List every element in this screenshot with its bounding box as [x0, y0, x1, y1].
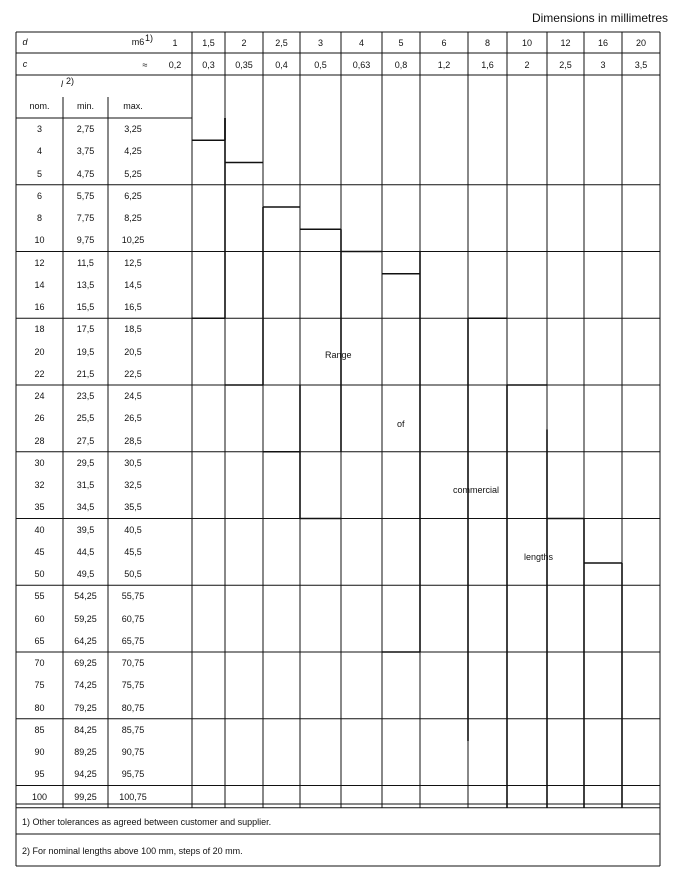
min-length: 23,5	[76, 391, 95, 401]
c-value: 1,2	[437, 60, 451, 70]
approx-label: ≈	[142, 60, 148, 70]
nominal-length: 40	[34, 524, 45, 535]
diameter-value: 5	[398, 38, 404, 48]
nom-label: nom.	[29, 101, 50, 111]
nominal-length: 85	[34, 724, 45, 735]
diameter-value: 20	[635, 38, 646, 48]
nominal-length: 90	[34, 747, 45, 757]
max-length: 75,75	[121, 680, 145, 691]
max-length: 24,5	[124, 391, 142, 401]
c-value: 0,3	[202, 60, 215, 70]
c-label: c	[22, 59, 28, 69]
min-length: 99,25	[74, 791, 97, 802]
nominal-length: 20	[34, 346, 45, 357]
diameter-value: 2,5	[275, 38, 288, 48]
min-length: 11,5	[77, 257, 94, 268]
nominal-length: 6	[36, 190, 42, 201]
max-length: 16,5	[124, 302, 142, 312]
diameter-value: 10	[521, 38, 532, 48]
nominal-length: 35	[34, 502, 45, 513]
max-length: 28,5	[124, 435, 142, 446]
diameter-value: 2	[241, 38, 247, 48]
max-length: 20,5	[124, 346, 142, 357]
c-value: 0,8	[394, 60, 408, 70]
max-length: 65,75	[121, 635, 145, 646]
max-length: 12,5	[124, 257, 142, 268]
l-superscript: 2)	[65, 76, 74, 86]
min-length: 69,25	[74, 658, 97, 668]
min-length: 64,25	[74, 635, 97, 646]
c-value: 0,4	[275, 60, 288, 70]
min-length: 27,5	[76, 435, 95, 446]
nominal-length: 8	[36, 213, 42, 223]
footnote-1: 1) Other tolerances as agreed between customer and supplier.	[22, 817, 272, 827]
nominal-length: 65	[34, 635, 45, 646]
min-length: 5,75	[76, 190, 95, 201]
nominal-length: 28	[34, 435, 45, 446]
diameter-value: 1	[172, 38, 178, 48]
max-label: max.	[123, 101, 143, 111]
of-label: of	[397, 419, 405, 429]
diameter-value: 6	[441, 38, 447, 48]
min-length: 94,25	[74, 769, 97, 780]
nominal-length: 5	[36, 168, 42, 179]
nominal-length: 10	[34, 235, 45, 246]
max-length: 18,5	[124, 324, 142, 335]
max-length: 14,5	[124, 279, 142, 290]
max-length: 95,75	[121, 769, 145, 780]
nominal-length: 80	[34, 702, 45, 713]
max-length: 32,5	[124, 480, 142, 490]
c-value: 3	[600, 60, 606, 70]
c-value: 0,2	[168, 60, 182, 70]
min-length: 59,25	[74, 613, 97, 624]
max-length: 100,75	[119, 791, 147, 802]
diameter-value: 12	[560, 38, 571, 48]
c-value: 0,35	[235, 60, 253, 70]
c-value: 0,5	[314, 60, 327, 70]
min-length: 4,75	[76, 168, 95, 179]
min-length: 79,25	[74, 702, 97, 713]
max-length: 22,5	[124, 368, 142, 379]
nominal-length: 4	[36, 146, 42, 157]
nominal-length: 14	[34, 279, 45, 290]
m6-superscript: 1)	[144, 33, 153, 43]
min-length: 44,5	[76, 546, 95, 557]
nominal-length: 55	[34, 591, 45, 602]
min-length: 7,75	[76, 213, 95, 223]
nominal-length: 95	[34, 769, 45, 780]
nominal-length: 75	[34, 680, 45, 691]
min-length: 9,75	[76, 235, 95, 246]
min-length: 54,25	[74, 591, 97, 602]
nominal-length: 18	[34, 324, 45, 335]
nominal-length: 12	[34, 257, 45, 268]
min-length: 31,5	[76, 480, 95, 490]
max-length: 55,75	[121, 591, 145, 602]
max-length: 30,5	[124, 457, 142, 468]
max-length: 8,25	[124, 213, 142, 223]
nominal-length: 60	[34, 613, 45, 624]
nominal-length: 24	[34, 391, 45, 401]
d-label: d	[22, 37, 28, 47]
min-length: 34,5	[76, 502, 95, 513]
min-length: 25,5	[76, 413, 95, 424]
nominal-length: 16	[34, 302, 45, 312]
max-length: 90,75	[121, 747, 145, 757]
max-length: 40,5	[124, 524, 142, 535]
min-length: 21,5	[76, 368, 95, 379]
l-label: l	[61, 79, 63, 89]
nominal-length: 50	[34, 569, 45, 579]
max-length: 5,25	[124, 168, 142, 179]
max-length: 85,75	[121, 724, 145, 735]
footnote-2: 2) For nominal lengths above 100 mm, steps of 20 mm.	[22, 846, 243, 856]
nominal-length: 30	[34, 457, 45, 468]
max-length: 60,75	[121, 613, 145, 624]
diameter-value: 3	[317, 38, 323, 48]
c-value: 2	[524, 60, 530, 70]
max-length: 50,5	[124, 569, 142, 579]
max-length: 3,25	[124, 124, 142, 134]
c-value: 2,5	[559, 60, 572, 70]
nominal-length: 26	[34, 413, 45, 424]
c-value: 0,63	[352, 60, 371, 70]
nominal-length: 70	[34, 658, 45, 668]
max-length: 45,5	[124, 546, 142, 557]
commercial-label: commercial	[453, 485, 500, 495]
min-length: 89,25	[74, 747, 97, 757]
c-value: 1,6	[481, 60, 494, 70]
max-length: 26,5	[124, 413, 142, 424]
max-length: 35,5	[124, 502, 142, 513]
max-length: 80,75	[121, 702, 145, 713]
min-length: 29,5	[76, 457, 95, 468]
nominal-length: 32	[34, 480, 45, 490]
min-label: min.	[76, 101, 94, 111]
min-length: 49,5	[76, 569, 95, 579]
m6-label: m6	[131, 37, 145, 47]
nominal-length: 22	[34, 368, 45, 379]
min-length: 74,25	[74, 680, 97, 691]
dimensions-label: Dimensions in millimetres	[531, 11, 668, 25]
diameter-value: 4	[358, 38, 364, 48]
c-value: 3,5	[634, 60, 648, 70]
nominal-length: 45	[34, 546, 45, 557]
range-label: Range	[325, 350, 352, 360]
min-length: 39,5	[76, 524, 95, 535]
diameter-value: 8	[484, 38, 490, 48]
min-length: 13,5	[76, 279, 95, 290]
min-length: 15,5	[76, 302, 95, 312]
nominal-length: 3	[36, 124, 42, 134]
max-length: 70,75	[121, 658, 145, 668]
min-length: 3,75	[76, 146, 95, 157]
min-length: 17,5	[76, 324, 95, 335]
min-length: 84,25	[74, 724, 97, 735]
max-length: 4,25	[124, 146, 142, 157]
min-length: 2,75	[76, 124, 95, 134]
diameter-value: 1,5	[202, 38, 215, 48]
max-length: 6,25	[124, 190, 142, 201]
max-length: 10,25	[121, 235, 145, 246]
min-length: 19,5	[76, 346, 95, 357]
lengths-label: lengths	[524, 552, 554, 562]
diameter-value: 16	[597, 38, 608, 48]
nominal-length: 100	[31, 791, 48, 802]
